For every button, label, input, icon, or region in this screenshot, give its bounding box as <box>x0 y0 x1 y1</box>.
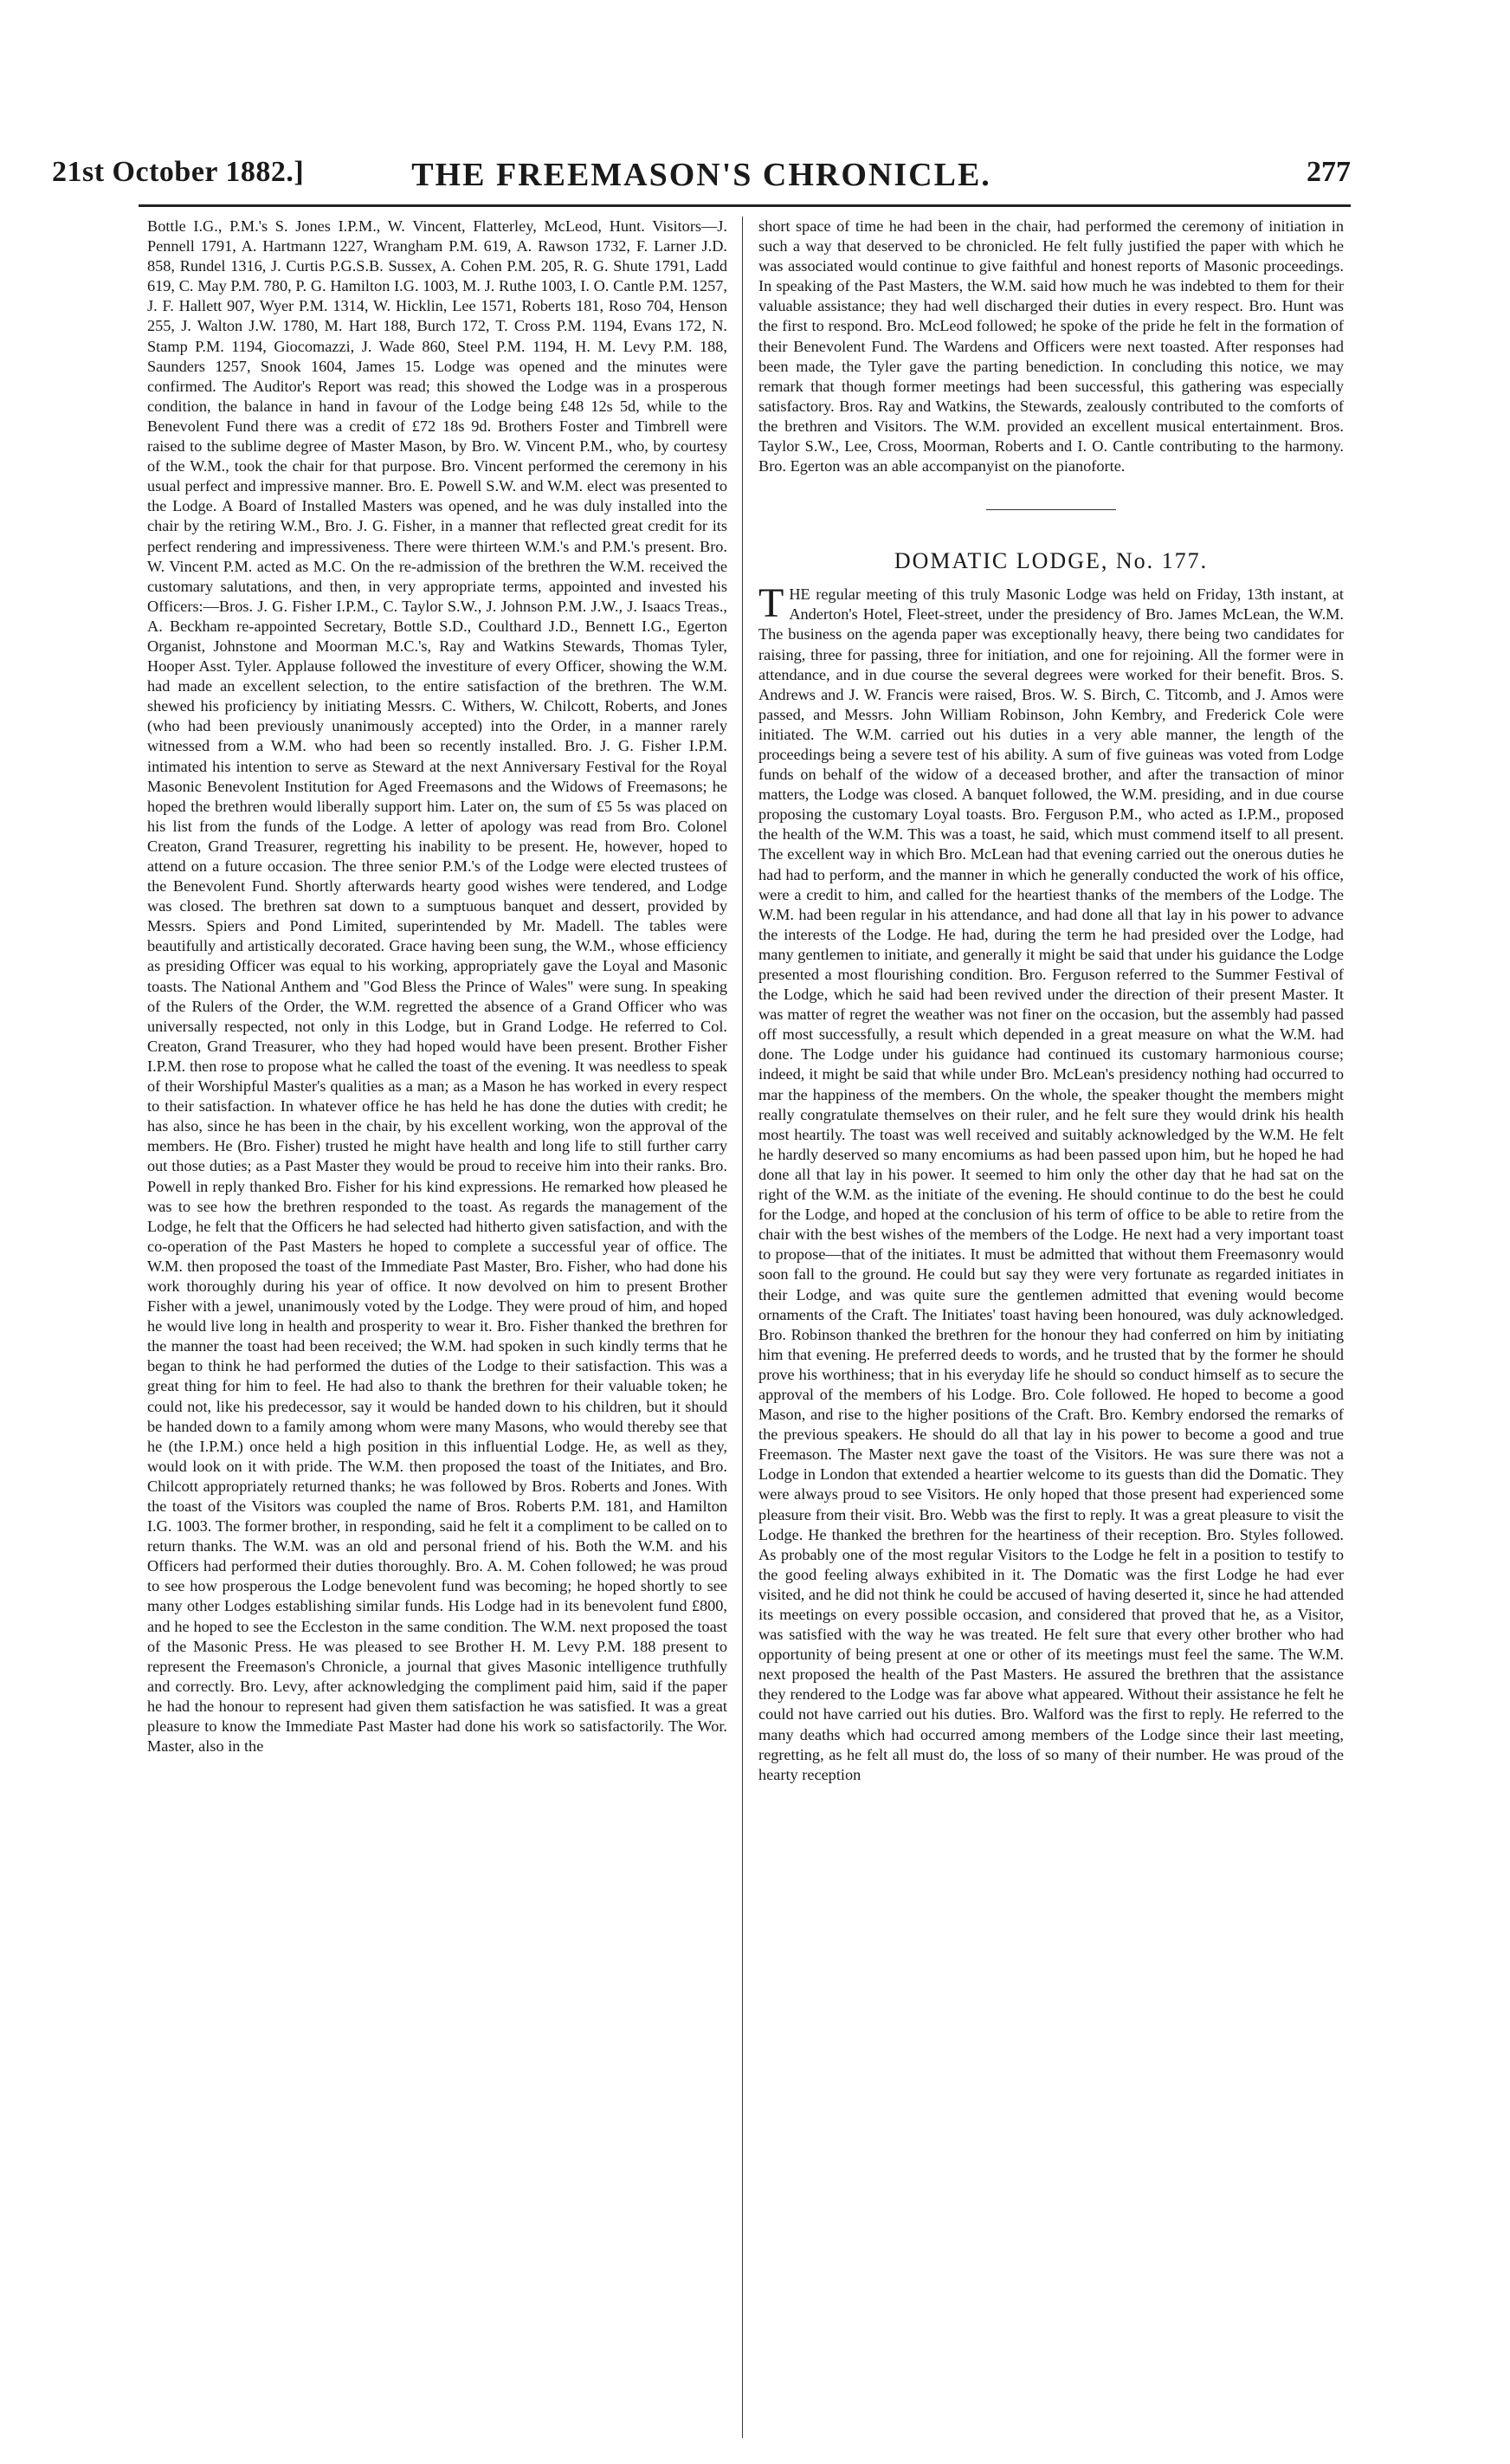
drop-cap: T <box>758 580 784 627</box>
publication-title: THE FREEMASON'S CHRONICLE. <box>411 157 991 193</box>
left-column <box>147 217 727 1756</box>
page-number: 277 <box>1307 156 1351 188</box>
issue-date: 21st October 1882.] <box>52 156 305 188</box>
left-column-text: Bottle I.G., P.M.'s S. Jones I.P.M., W. Vincent, Flatterley, McLeod, Hunt. Visitors—J. Pennell 1791, A. Hartmann 1227, Wrangham P.M. 619, A. Rawson 1732, F. Larner J.D. 858, Rundel 1316, J. Curtis P.G.S.B. Sussex, A. Cohen P.M. 205, R. G. Shute 1791, Ladd 619, C. May P.M. 780, P. G. Hamilton I.G. 1003, M. J. Ruthe 1003, I. O. Cantle P.M. 1257, J. F. Hallett 907, Wyer P.M. 1314, W. Hicklin, Lee 1571, Roberts 181, Roso 704, Henson 255, J. Walton J.W. 1780, M. Hart 188, Burch 172, T. Cross P.M. 1194, Evans 172, N. Stamp P.M. 1194, Giocomazzi, J. Wade 860, Steel P.M. 1194, H. M. Levy P.M. 188, Saunders 1257, Snook 1604, James 15. Lodge was opened and the minutes were confirmed. The Auditor's Report was read; this showed the Lodge was in a prosperous condition, the balance in hand in favour of the Lodge being £48 12s 5d, while to the Benevolent Fund there was a credit of £72 18s 9d. Brothers Foster and Timbrell were raised to the sublime degree of Master Mason, by Bro. W. Vincent P.M., who, by courtesy of the W.M., took the chair for that purpose. Bro. Vincent performed the ceremony in his usual perfect and impressive manner. Bro. E. Powell S.W. and W.M. elect was presented to the Lodge. A Board of Installed Masters was opened, and he was duly installed into the chair by the retiring W.M., Bro. J. G. Fisher, in a manner that reflected great credit for its perfect rendering and impressiveness. There were thirteen W.M.'s and P.M.'s present. Bro. W. Vincent P.M. acted as M.C. On the re-admission of the brethren the W.M. received the customary salutations, and then, in very appropriate terms, appointed and invested his Officers:—Bros. J. G. Fisher I.P.M., C. Taylor S.W., J. Johnson P.M. J.W., J. Isaacs Treas., A. Beckham re-appointed Secretary, Bottle S.D., Coulthard J.D., Bennett I.G., Egerton Organist, Johnstone and Moorman M.C.'s, Ray and Watkins Stewards, Thomas Tyler, Hooper Asst. Tyler. Applause followed the investiture of every Officer, showing the W.M. had made an excellent selection, to the entire satisfaction of the brethren. The W.M. shewed his proficiency by initiating Messrs. C. Withers, W. Chilcott, Roberts, and Jones (who had been previously unanimously accepted) into the Order, in a manner rarely witnessed from a W.M. who had been so recently installed. Bro. J. G. Fisher I.P.M. intimated his intention to serve as Steward at the next Anniversary Festival for the Royal Masonic Benevolent Institution for Aged Freemasons and the Widows of Freemasons; he hoped the brethren would liberally support him. Later on, the sum of £5 5s was placed on his list from the funds of the Lodge. A letter of apology was read from Bro. Colonel Creaton, Grand Treasurer, regretting his inability to be present. He, however, hoped to attend on a future occasion. The three senior P.M.'s of the Lodge were elected trustees of the Benevolent Fund. Shortly afterwards hearty good wishes were tendered, and Lodge was closed. The brethren sat down to a sumptuous banquet and dessert, provided by Messrs. Spiers and Pond Limited, superintended by Mr. Madell. The tables were beautifully and artistically decorated. Grace having been sung, the W.M., whose efficiency as presiding Officer was equal to his working, appropriately gave the Loyal and Masonic toasts. The National Anthem and "God Bless the Prince of Wales" were sung. In speaking of the Rulers of the Order, the W.M. regretted the absence of a Grand Officer who was universally respected, not only in this Lodge, but in Grand Lodge. He referred to Col. Creaton, Grand Treasurer, who they had hoped would have been present. Brother Fisher I.P.M. then rose to propose what he called the toast of the evening. It was needless to speak of their Worshipful Master's qualities as a man; as a Mason he has worked in every respect to their satisfaction. In whatever office he has held he has done the duties with credit; he has also, since he has been in the chair, by his excellent working, won the approval of the members. He (Bro. Fisher) trusted he might have health and long life to still further carry out those duties; as a Past Master they would be proud to receive him into their ranks. Bro. Powell in reply thanked Bro. Fisher for his kind expressions. He remarked how pleased he was to see how the brethren responded to the toast. As regards the management of the Lodge, he felt that the Officers he had selected had hitherto given satisfaction, and with the co-operation of the Past Masters he hoped to complete a successful year of office. The W.M. then proposed the toast of the Immediate Past Master, Bro. Fisher, who had done his work thoroughly during his year of office. It now devolved on him to present Brother Fisher with a jewel, unanimously voted by the Lodge. They were proud of him, and hoped he would live long in health and prosperity to wear it. Bro. Fisher thanked the brethren for the manner the toast had been received; the W.M. had spoken in such kindly terms that he began to think he had performed the duties of the Lodge to their satisfaction. This was a great thing for him to feel. He had also to thank the brethren for their valuable token; he could not, like his predecessor, say it would be handed down to his children, but it should be handed down to a family among whom were many Masons, who would thereby see that he (the I.P.M.) once held a high position in this influential Lodge. He, as well as they, would look on it with pride. The W.M. then proposed the toast of the Initiates, and Bro. Chilcott appropriately returned thanks; he was followed by Bros. Roberts and Jones. With the toast of the Visitors was coupled the name of Bros. Roberts P.M. 181, and Hamilton I.G. 1003. The former brother, in responding, said he felt it a compliment to be called on to return thanks. The W.M. was an old and personal friend of his. Both the W.M. and his Officers had performed their duties thoroughly. Bro. A. M. Cohen followed; he was proud to see how prosperous the Lodge benevolent fund was becoming; he hoped shortly to see many other Lodges establishing similar funds. His Lodge had in its benevolent fund £800, and he hoped to see the Eccleston in the same condition. The W.M. next proposed the toast of the Masonic Press. He was pleased to see Brother H. M. Levy P.M. 188 present to represent the Freemason's Chronicle, a journal that gives Masonic intelligence truthfully and correctly. Bro. Levy, after acknowledging the compliment paid him, said if the paper he had the honour to represent had given them satisfaction he was satisfied. It was a great pleasure to know the Immediate Past Master had done his work so satisfactorily. The Wor. Master, also in the <box>147 217 727 1756</box>
page-header <box>52 156 1351 208</box>
article-heading: DOMATIC LODGE, No. 177. <box>894 548 1209 574</box>
domatic-lodge-article <box>758 580 1344 1785</box>
column-divider <box>742 217 743 2438</box>
continued-article-text: short space of time he had been in the chair, had performed the ceremony of initiation in such a way that deserved to be chronicled. He felt fully justified the paper with which he was associated would continue to give faithful and honest reports of Masonic proceedings. In speaking of the Past Masters, the W.M. said how much he was indebted to them for their valuable assistance; they had well discharged their duties in every respect. Bro. Hunt was the first to respond. Bro. McLeod followed; he spoke of the pride he felt in the formation of their Benevolent Fund. The Wardens and Officers were next toasted. After responses had been made, the Tyler gave the parting benediction. In concluding this notice, we may remark that though former meetings had been successful, this gathering was especially satisfactory. Bros. Ray and Watkins, the Stewards, zealously contributed to the comforts of the brethren and Visitors. The W.M. provided an excellent musical entertainment. Bros. Taylor S.W., Lee, Cross, Moorman, Roberts and I. O. Cantle contributing to the harmony. Bro. Egerton was an able accompanyist on the pianoforte. <box>758 217 1344 475</box>
domatic-lodge-text: HE regular meeting of this truly Masonic Lodge was held on Friday, 13th instant, at Anderton's Hotel, Fleet-street, under the presidency of Bro. James McLean, the W.M. The business on the agenda paper was exceptionally heavy, there being two candidates for raising, three for passing, three for initiation, and one for rejoining. All the former were in attendance, and in due course the several degrees were worked for their benefit. Bros. S. Andrews and J. W. Francis were raised, Bros. W. S. Birch, C. Titcomb, and J. Amos were passed, and Messrs. John William Robinson, John Kembry, and Frederick Cole were initiated. The W.M. carried out his duties in a very able manner, the length of the proceedings being a severe test of his ability. A sum of five guineas was voted from Lodge funds on behalf of the widow of a deceased brother, and after the transaction of minor matters, the Lodge was closed. A banquet followed, the W.M. presiding, and in due course proposing the customary Loyal toasts. Bro. Ferguson P.M., who acted as I.P.M., proposed the health of the W.M. This was a toast, he said, which must commend itself to all present. The excellent way in which Bro. McLean had that evening carried out the onerous duties he had had to perform, and the manner in which he generally conducted the work of his office, were a credit to him, and called for the heartiest thanks of the members of the Lodge. The W.M. had been regular in his attendance, and had done all that lay in his power to advance the interests of the Lodge. He had, during the term he had presided over the Lodge, had many gentlemen to initiate, and generally it might be said that under his guidance the Lodge presented a most flourishing condition. Bro. Ferguson referred to the Summer Festival of the Lodge, which he said had been revived under the direction of their present Master. It was matter of regret the weather was not finer on the occasion, but the assembly had passed off most successfully, a result which depended in a great measure on what the W.M. had done. The Lodge under his guidance had continued its customary harmonious course; indeed, it might be said that while under Bro. McLean's presidency nothing had occurred to mar the happiness of the members. On the whole, the speaker thought the members might really congratulate themselves on their ruler, and he felt sure they would drink his health most heartily. The toast was well received and suitably acknowledged by the W.M. He felt he hardly deserved so many encomiums as had been passed upon him, but he hoped he had done all that lay in his power. It seemed to him only the other day that he had sat on the right of the W.M. as the initiate of the evening. He should continue to do the best he could for the Lodge, and hoped at the conclusion of his term of office to be able to retire from the chair with the best wishes of the members of the Lodge. He next had a very important toast to propose—that of the initiates. It must be admitted that without them Freemasonry would soon fall to the ground. He could but say they were very fortunate as regarded initiates in their Lodge, and was quite sure the gentlemen admitted that evening would become ornaments of the Craft. The Initiates' toast having been honoured, was duly acknowledged. Bro. Robinson thanked the brethren for the honour they had conferred on him by initiating him that evening. He preferred deeds to words, and he trusted that by the former he should prove his worthiness; that in his everyday life he should so conduct himself as to secure the approval of the members of his Lodge. Bro. Cole followed. He hoped to become a good Mason, and rise to the higher positions of the Craft. Bro. Kembry endorsed the remarks of the previous speakers. He should do all that lay in his power to become a good and true Freemason. The Master next gave the toast of the Visitors. He was sure there was not a Lodge in London that extended a heartier welcome to its guests than did the Domatic. They were always proud to see Visitors. He only hoped that those present had experienced some pleasure from their visit. Bro. Webb was the first to reply. It was a great pleasure to visit the Lodge. He thanked the brethren for the heartiness of their reception. Bro. Styles followed. As probably one of the most regular Visitors to the Lodge he felt in a position to testify to the good feeling always exhibited in it. The Domatic was the first Lodge he had ever visited, and he did not think he could be accused of having deserted it, since he had attended its meetings on every possible occasion, and considered that proved that he, as a Visitor, was satisfied with the way he was treated. He felt sure that every other brother who had opportunity of being present at one or other of its meetings must feel the same. The W.M. next proposed the health of the Past Masters. He assured the brethren that the assistance they rendered to the Lodge was far above what appeared. Without their assistance he felt he could not have carried out his duties. Bro. Walford was the first to reply. He referred to the many deaths which had occurred among members of the Lodge since their last meeting, regretting, as he felt all must do, the loss of so many of their number. He was proud of the hearty reception <box>758 585 1344 1783</box>
header-rule <box>139 204 1351 207</box>
right-column <box>758 217 1344 1785</box>
section-separator <box>986 509 1116 510</box>
